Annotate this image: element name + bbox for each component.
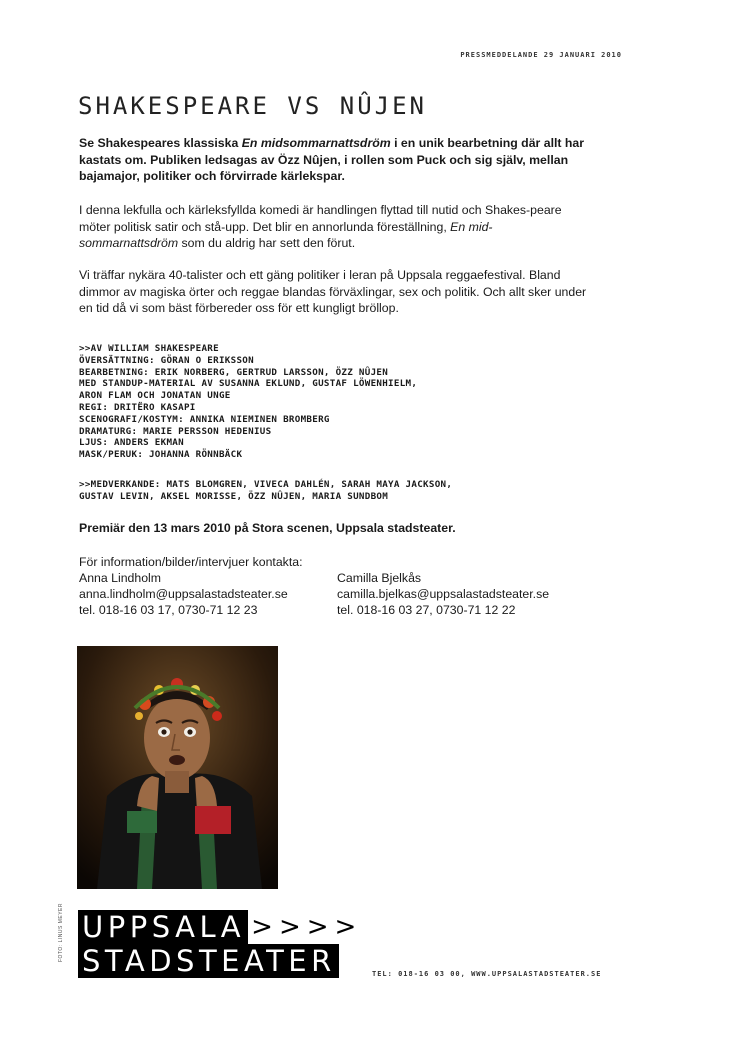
cast-list (79, 479, 599, 503)
contact-name: Camilla Bjelkås (337, 571, 422, 585)
cast-line: >>MEDVERKANDE: MATS BLOMGREN, VIVECA DAHLÉN, SARAH MAYA JACKSON, (79, 479, 453, 490)
lead-title-italic: En midsommarnattsdröm (241, 136, 391, 150)
p2-text-2: som du aldrig har sett den förut. (178, 236, 356, 250)
cast-line: GUSTAV LEVIN, AKSEL MORISSE, ÖZZ NÛJEN, MARIA SUNDBOM (79, 490, 389, 502)
logo-line-2: STADSTEATER (78, 944, 339, 978)
photo-credit: FOTO: LINUS MEYER (58, 903, 64, 962)
theater-logo (78, 910, 362, 978)
premiere-info: Premiär den 13 mars 2010 på Stora scenen, Uppsala stadsteater. (79, 521, 456, 535)
contact-name: Anna Lindholm (79, 571, 162, 585)
body-paragraph-3: Vi träffar nykära 40-talister och ett gäng politiker i leran på Uppsala reggaefestival. Bland dimmor av magiska örter och reggae blandas förväxlingar, sex och politik. Och allt sker under en tid då vi som bäst förbereder oss för ett kungligt bröllop. (79, 268, 587, 315)
page-title: SHAKESPEARE VS NÛJEN (78, 92, 427, 120)
contact-card (337, 570, 549, 618)
credit-line: LJUS: ANDERS EKMAN (79, 437, 184, 449)
credit-line: MASK/PERUK: JOHANNA RÖNNBÄCK (79, 449, 243, 461)
credit-line: SCENOGRAFI/KOSTYM: ANNIKA NIEMINEN BROMBERG (79, 413, 330, 425)
credit-line: >>AV WILLIAM SHAKESPEARE (79, 343, 219, 354)
contact-email-link[interactable]: anna.lindholm@uppsalastadsteater.se (79, 587, 288, 601)
contact-heading: För information/bilder/intervjuer kontakta: (79, 555, 303, 569)
footer-contact: TEL: 018-16 03 00, WWW.UPPSALASTADSTEATER.SE (372, 970, 602, 978)
dateline: PRESSMEDDELANDE 29 JANUARI 2010 (460, 51, 622, 59)
logo-arrows: >>>> (251, 912, 363, 942)
actor-photo (77, 646, 278, 889)
lead-text-1: Se Shakespeares klassiska (79, 136, 242, 150)
credit-line: REGI: DRITËRO KASAPI (79, 401, 196, 413)
credit-line: ÖVERSÄTTNING: GÖRAN O ERIKSSON (79, 354, 254, 366)
credit-line: DRAMATURG: MARIE PERSSON HEDENIUS (79, 425, 272, 437)
credit-line: MED STANDUP-MATERIAL AV SUSANNA EKLUND, GUSTAF LÖWENHIELM, (79, 378, 418, 390)
credit-line: ARON FLAM OCH JONATAN UNGE (79, 390, 231, 402)
credits-list (79, 343, 599, 461)
body-paragraph-2 (79, 202, 589, 252)
contact-phone: tel. 018-16 03 17, 0730-71 12 23 (79, 603, 258, 617)
lead-text-2: i en unik bearbetning där allt har kastats om. Publiken ledsagas av Özz Nûjen, i rollen som Puck och sig själv, mellan bajamajor, politiker och förvirrade kärlekspar. (79, 136, 585, 183)
p2-title-italic: En mid-sommarnattsdröm (79, 219, 493, 250)
contact-phone: tel. 018-16 03 27, 0730-71 12 22 (337, 603, 516, 617)
contact-email-link[interactable]: camilla.bjelkas@uppsalastadsteater.se (337, 587, 550, 601)
credit-line: BEARBETNING: ERIK NORBERG, GERTRUD LARSSON, ÖZZ NÛJEN (79, 366, 389, 378)
logo-line-1: UPPSALA (78, 910, 248, 944)
p2-text-1: I denna lekfulla och kärleksfyllda komedi är handlingen flyttad till nutid och Shakes-peare möter politisk satir och stå-upp. Det blir en annorlunda föreställning, (79, 203, 562, 234)
lead-paragraph (79, 135, 589, 185)
contact-card (79, 570, 288, 618)
